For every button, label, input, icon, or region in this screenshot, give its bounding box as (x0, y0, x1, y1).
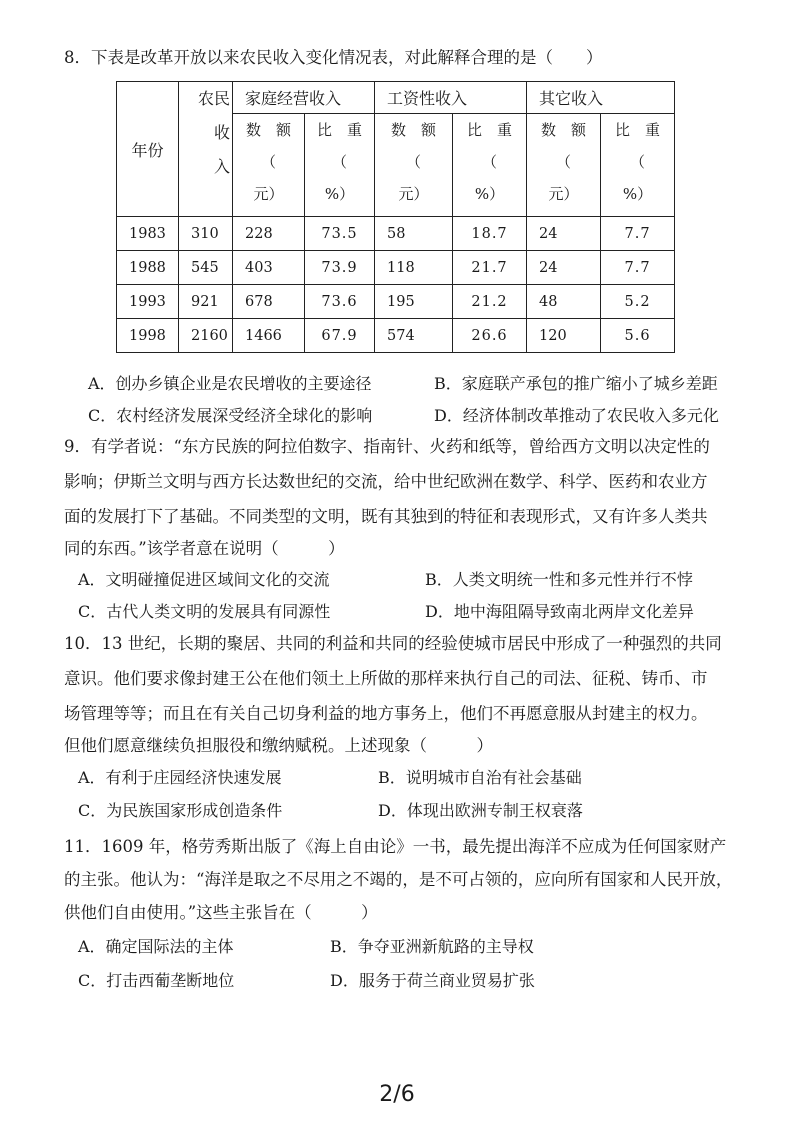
q11-stem-line: 的主张。他认为：“海洋是取之不尽用之不竭的，是不可占领的，应向所有国家和人民开放， (64, 870, 733, 889)
farmer-income-header: 农民 收 入 (179, 82, 233, 217)
q9-stem-line: 影响；伊斯兰文明与西方长达数世纪的交流，给中世纪欧洲在数学、科学、医药和农业方 (64, 472, 708, 491)
q9-option-d[interactable]: D．地中海阻隔导致南北两岸文化差异 (425, 602, 694, 621)
q9-option-a[interactable]: A．文明碰撞促进区域间文化的交流 (78, 570, 330, 589)
wage-share-header: 比 重 （ %） (453, 114, 527, 217)
q10-stem-line: 意识。他们要求像封建王公在他们领土上所做的那样来执行自己的司法、征税、铸币、市 (64, 669, 708, 688)
family-share-header: 比 重 （ %） (305, 114, 375, 217)
q9-stem-line: 同的东西。”该学者意在说明（ ） (64, 539, 345, 558)
family-amount-header: 数 额 （ 元） (233, 114, 305, 217)
page-number: 2/6 (379, 1082, 415, 1107)
q10-option-b[interactable]: B．说明城市自治有社会基础 (378, 768, 582, 787)
year-header: 年份 (117, 82, 179, 217)
q8-stem: 8．下表是改革开放以来农民收入变化情况表，对此解释合理的是（ ） (64, 48, 603, 67)
q8-option-a[interactable]: A．创办乡镇企业是农民增收的主要途径 (88, 374, 372, 393)
other-share-header: 比 重 （ %） (601, 114, 675, 217)
q11-stem-line: 11．1609 年，格劳秀斯出版了《海上自由论》一书，最先提出海洋不应成为任何国家财产 (64, 837, 727, 856)
wage-amount-header: 数 额 （ 元） (375, 114, 453, 217)
q11-option-c[interactable]: C．打击西葡垄断地位 (78, 971, 235, 990)
table-row: 1993 921 678 73.6 195 21.2 48 5.2 (117, 285, 675, 319)
q10-option-a[interactable]: A．有利于庄园经济快速发展 (78, 768, 282, 787)
q9-option-c[interactable]: C．古代人类文明的发展具有同源性 (78, 602, 331, 621)
q11-option-a[interactable]: A．确定国际法的主体 (78, 937, 234, 956)
q9-option-b[interactable]: B．人类文明统一性和多元性并行不悖 (425, 570, 693, 589)
other-amount-header: 数 额 （ 元） (527, 114, 601, 217)
q11-stem-line: 供他们自由使用。”这些主张旨在（ ） (64, 903, 378, 922)
q8-option-c[interactable]: C．农村经济发展深受经济全球化的影响 (88, 406, 373, 425)
other-income-header: 其它收入 (527, 82, 675, 114)
q9-stem-line: 9．有学者说：“东方民族的阿拉伯数字、指南针、火药和纸等，曾给西方文明以决定性的 (64, 437, 710, 456)
table-row: 1983 310 228 73.5 58 18.7 24 7.7 (117, 217, 675, 251)
q8-option-b[interactable]: B．家庭联产承包的推广缩小了城乡差距 (434, 374, 718, 393)
q10-option-d[interactable]: D．体现出欧洲专制王权衰落 (378, 801, 583, 820)
q10-option-c[interactable]: C．为民族国家形成创造条件 (78, 801, 283, 820)
table-row: 1988 545 403 73.9 118 21.7 24 7.7 (117, 251, 675, 285)
q10-stem-line: 但他们愿意继续负担服役和缴纳赋税。上述现象（ ） (64, 736, 493, 755)
q10-stem-line: 10．13 世纪，长期的聚居、共同的利益和共同的经验使城市居民中形成了一种强烈的共同 (64, 634, 722, 653)
farmer-income-table (116, 81, 675, 353)
table-row: 1998 2160 1466 67.9 574 26.6 120 5.6 (117, 319, 675, 353)
wage-income-header: 工资性收入 (375, 82, 527, 114)
q11-option-d[interactable]: D．服务于荷兰商业贸易扩张 (330, 971, 535, 990)
q8-option-d[interactable]: D．经济体制改革推动了农民收入多元化 (434, 406, 719, 425)
q9-stem-line: 面的发展打下了基础。不同类型的文明，既有其独到的特征和表现形式，又有许多人类共 (64, 507, 708, 526)
q11-option-b[interactable]: B．争夺亚洲新航路的主导权 (330, 937, 534, 956)
q10-stem-line: 场管理等等；而且在有关自己切身利益的地方事务上，他们不再愿意服从封建主的权力。 (64, 704, 708, 723)
family-business-income-header: 家庭经营收入 (233, 82, 375, 114)
